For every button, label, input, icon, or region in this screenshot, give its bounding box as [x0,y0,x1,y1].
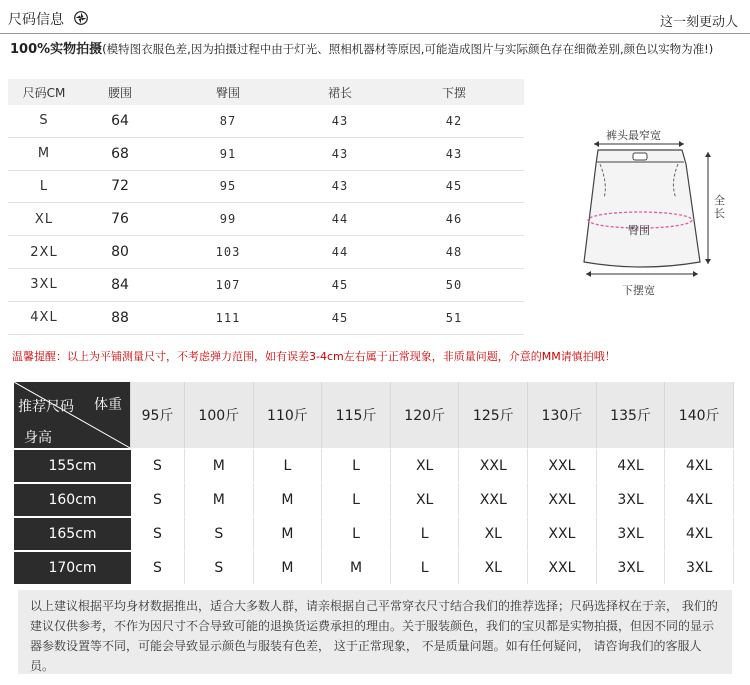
weight-header-row [14,382,734,448]
size-cell: M [185,448,254,482]
length-cell: 45 [296,268,384,301]
weight-header: 115斤 [322,382,391,448]
waist-cell: 88 [80,301,160,334]
size-cell: XL [459,550,528,584]
hem-cell: 48 [384,236,524,269]
skirt-measure-diagram [578,122,726,302]
skirt-illustration [578,122,726,302]
table-row [8,268,524,301]
hip-label: 臀围 [628,224,650,237]
size-cell: XL [459,516,528,550]
length-cell: 43 [296,170,384,203]
size-cell: S [131,550,185,584]
table-row [14,482,734,516]
table-row [8,170,524,203]
size-cell: S [8,105,80,137]
weight-header: 120斤 [391,382,460,448]
table-row [8,203,524,236]
size-cell: L [254,448,323,482]
length-cell: 45 [296,301,384,334]
size-cell: L [391,550,460,584]
size-cell: M [185,482,254,516]
col-header-waist: 腰围 [80,79,160,105]
size-cell: XXL [528,516,597,550]
full-length-label: 全长 [714,194,725,220]
size-cell: L [8,170,80,203]
height-header: 170cm [14,550,131,584]
waist-cell: 64 [80,105,160,137]
size-cell: S [131,482,185,516]
slogan: 这一刻更动人 [659,15,738,30]
table-row [8,105,524,137]
size-recommend-table [14,382,734,584]
hem-width-label: 下摆宽 [622,284,655,297]
corner-size-label: 推荐尺码 [18,399,74,415]
size-cell: L [322,482,391,516]
weight-header: 95斤 [131,382,185,448]
size-cell: XXL [459,448,528,482]
table-row [14,448,734,482]
length-cell: 44 [296,203,384,236]
hip-cell: 87 [160,105,296,137]
photo-notice [10,38,713,57]
aperture-icon [74,11,88,25]
size-warning: 温馨提醒：以上为平铺测量尺寸，不考虑弹力范围，如有误差3-4cm左右属于正常现象，非质量问题，介意的MM请慎拍哦！ [12,350,616,363]
size-cell: 2XL [8,236,80,269]
size-cell: L [322,516,391,550]
waist-cell: 72 [80,170,160,203]
size-cell: L [391,516,460,550]
size-cell: XXL [528,550,597,584]
size-cell: XXL [459,482,528,516]
size-cell: M [8,137,80,170]
col-header-length: 裙长 [296,79,384,105]
hip-cell: 91 [160,137,296,170]
table-row [14,516,734,550]
advice-footnote [18,590,732,674]
hip-cell: 111 [160,301,296,334]
hem-cell: 43 [384,137,524,170]
weight-header: 110斤 [254,382,323,448]
weight-header: 100斤 [185,382,254,448]
waist-cell: 76 [80,203,160,236]
table-header-row [8,79,524,105]
hip-cell: 107 [160,268,296,301]
size-cell: XXL [528,482,597,516]
size-cell: M [254,482,323,516]
size-cell: 3XL [665,550,734,584]
col-header-size: 尺码CM [8,79,80,105]
size-cell: 4XL [665,516,734,550]
page-header [0,0,750,36]
size-cell: 3XL [597,482,666,516]
size-cell: S [131,516,185,550]
col-header-hip: 臀围 [160,79,296,105]
size-cell: S [185,550,254,584]
size-cell: 4XL [665,482,734,516]
size-cell: 4XL [8,301,80,334]
notice-bold: 100%实物拍摄 [10,42,103,57]
table-corner [14,382,131,448]
height-header: 160cm [14,482,131,516]
size-cell: M [322,550,391,584]
weight-header: 125斤 [459,382,528,448]
hem-cell: 50 [384,268,524,301]
weight-header: 135斤 [597,382,666,448]
size-cell: S [131,448,185,482]
size-cell: XL [391,482,460,516]
hip-cell: 103 [160,236,296,269]
hip-cell: 95 [160,170,296,203]
size-measure-table [8,79,524,335]
corner-height-label: 身高 [24,430,52,446]
height-header: 165cm [14,516,131,550]
size-cell: XXL [528,448,597,482]
waist-cell: 80 [80,236,160,269]
hem-cell: 51 [384,301,524,334]
length-cell: 43 [296,105,384,137]
table-row [14,550,734,584]
size-cell: XL [8,203,80,236]
hem-cell: 45 [384,170,524,203]
corner-weight-label: 体重 [94,397,122,413]
size-cell: XL [391,448,460,482]
size-cell: 3XL [597,516,666,550]
notice-text: (模特图衣服色差,因为拍摄过程中由于灯光、照相机器材等原因,可能造成图片与实际颜色存在细微差别,颜色以实物为准!) [102,42,714,56]
hip-cell: 99 [160,203,296,236]
table-row [8,301,524,334]
size-cell: L [322,448,391,482]
size-cell: M [254,516,323,550]
waist-cell: 84 [80,268,160,301]
table-row [8,137,524,170]
hem-cell: 46 [384,203,524,236]
size-cell: 4XL [597,448,666,482]
col-header-hem: 下摆 [384,79,524,105]
size-cell: S [185,516,254,550]
weight-header: 130斤 [528,382,597,448]
weight-header: 140斤 [665,382,734,448]
section-title: 尺码信息 [8,12,64,28]
size-cell: M [254,550,323,584]
size-cell: 3XL [597,550,666,584]
waist-cell: 68 [80,137,160,170]
size-cell: 4XL [665,448,734,482]
hem-cell: 42 [384,105,524,137]
header-divider [0,33,750,34]
height-header: 155cm [14,448,131,482]
length-cell: 43 [296,137,384,170]
length-cell: 44 [296,236,384,269]
waist-width-label: 裤头最窄宽 [606,129,661,142]
table-row [8,236,524,269]
advice-text: 以上建议根据平均身材数据推出，适合大多数人群，请亲根据自己平常穿衣尺寸结合我们的推荐选择；尺码选择权在于亲， 我们的建议仅供参考，不作为因尺寸不合导致可能的退换货运费承担的理由。关于服装颜色，我们的宝贝都是实物拍摄，但因不同的显示器参数设置等不同，可能会导致显示颜色与服装有色差， 这于正常现象， 不是质量问题。如有任何疑问， 请咨询我们的客服人员。 [30,599,718,673]
size-cell: 3XL [8,268,80,301]
